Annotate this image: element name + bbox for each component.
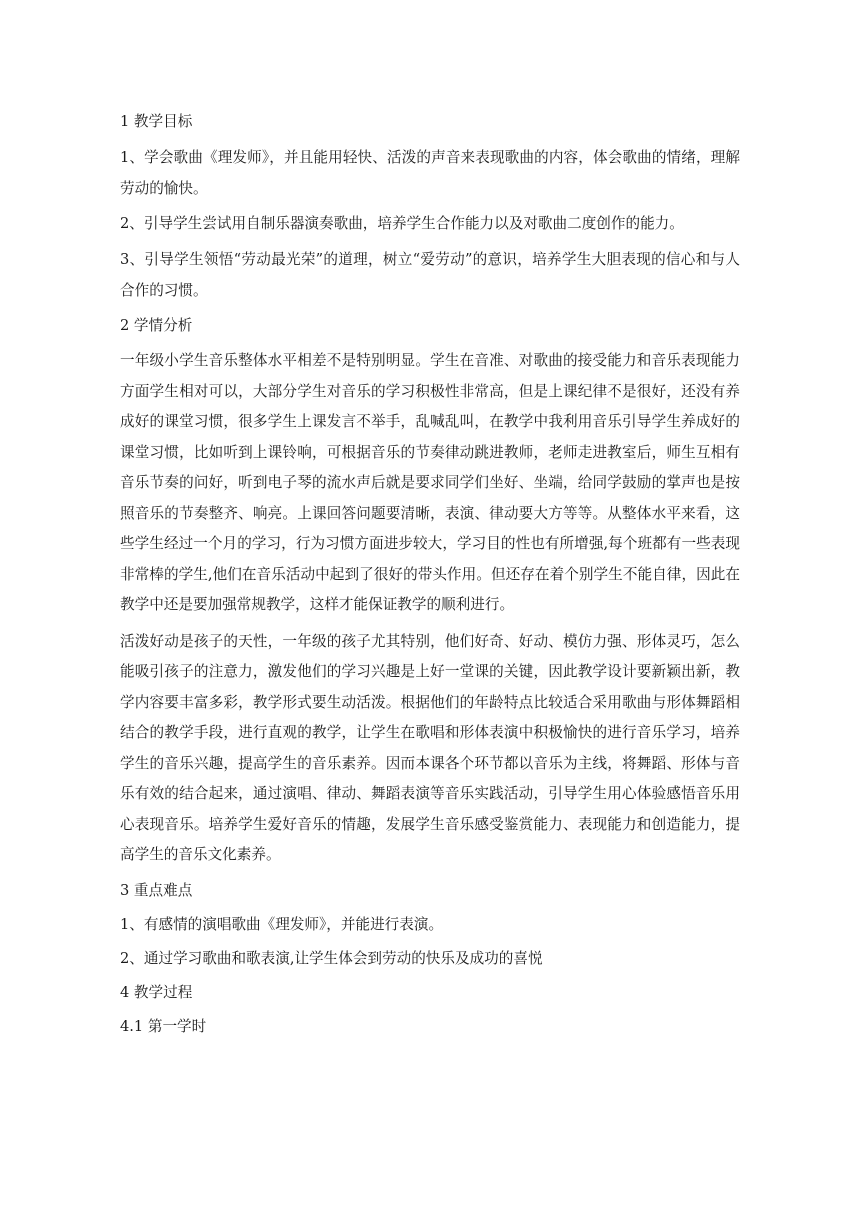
goal-item-1: 1、学会歌曲《理发师》，并且能用轻快、活泼的声音来表现歌曲的内容，体会歌曲的情绪，理解劳动的愉快。 — [120, 149, 740, 197]
section-heading-process: 4 教学过程 — [120, 983, 193, 1001]
section-heading-goals: 1 教学目标 — [120, 113, 193, 130]
key-point-item-2: 2、通过学习歌曲和歌表演,让学生体会到劳动的快乐及成功的喜悦 — [120, 949, 543, 967]
section-heading-key-points: 3 重点难点 — [120, 881, 193, 899]
key-point-item-1: 1、有感情的演唱歌曲《理发师》，并能进行表演。 — [120, 915, 444, 933]
goal-item-2: 2、引导学生尝试用自制乐器演奏歌曲，培养学生合作能力以及对歌曲二度创作的能力。 — [120, 215, 684, 232]
goal-item-3: 3、引导学生领悟“劳动最光荣”的道理，树立“爱劳动”的意识，培养学生大胆表现的信心和与人合作的习惯。 — [120, 251, 740, 299]
subsection-heading-first-lesson: 4.1 第一学时 — [120, 1017, 207, 1035]
section-heading-analysis: 2 学情分析 — [120, 317, 193, 334]
document-page — [120, 108, 740, 1047]
analysis-paragraph-1: 一年级小学生音乐整体水平相差不是特别明显。学生在音准、对歌曲的接受能力和音乐表现能力方面学生相对可以，大部分学生对音乐的学习积极性非常高，但是上课纪律不是很好，还没有养成好的课堂习惯，很多学生上课发言不举手，乱喊乱叫，在教学中我利用音乐引导学生养成好的课堂习惯，比如听到上课铃响，可根据音乐的节奏律动跳进教师，老师走进教室后，师生互相有音乐节奏的问好，听到电子琴的流水声后就是要求同学们坐好、坐端，给同学鼓励的掌声也是按照音乐的节奏整齐、响亮。上课回答问题要清晰，表演、律动要大方等等。从整体水平来看，这些学生经过一个月的学习，行为习惯方面进步较大，学习目的性也有所增强,每个班都有一些表现非常棒的学生,他们在音乐活动中起到了很好的带头作用。但还存在着个别学生不能自律，因此在教学中还是要加强常规教学，这样才能保证教学的顺利进行。 — [120, 352, 740, 613]
analysis-paragraph-2: 活泼好动是孩子的天性，一年级的孩子尤其特别，他们好奇、好动、模仿力强、形体灵巧，怎么能吸引孩子的注意力，激发他们的学习兴趣是上好一堂课的关键，因此教学设计要新颖出新，教学内容要丰富多彩，教学形式要生动活泼。根据他们的年龄特点比较适合采用歌曲与形体舞蹈相结合的教学手段，进行直观的教学，让学生在歌唱和形体表演中积极愉快的进行音乐学习，培养学生的音乐兴趣，提高学生的音乐素养。因而本课各个环节都以音乐为主线，将舞蹈、形体与音乐有效的结合起来，通过演唱、律动、舞蹈表演等音乐实践活动，引导学生用心体验感悟音乐用心表现音乐。培养学生爱好音乐的情趣，发展学生音乐感受鉴赏能力、表现能力和创造能力，提高学生的音乐文化素养。 — [120, 632, 740, 863]
